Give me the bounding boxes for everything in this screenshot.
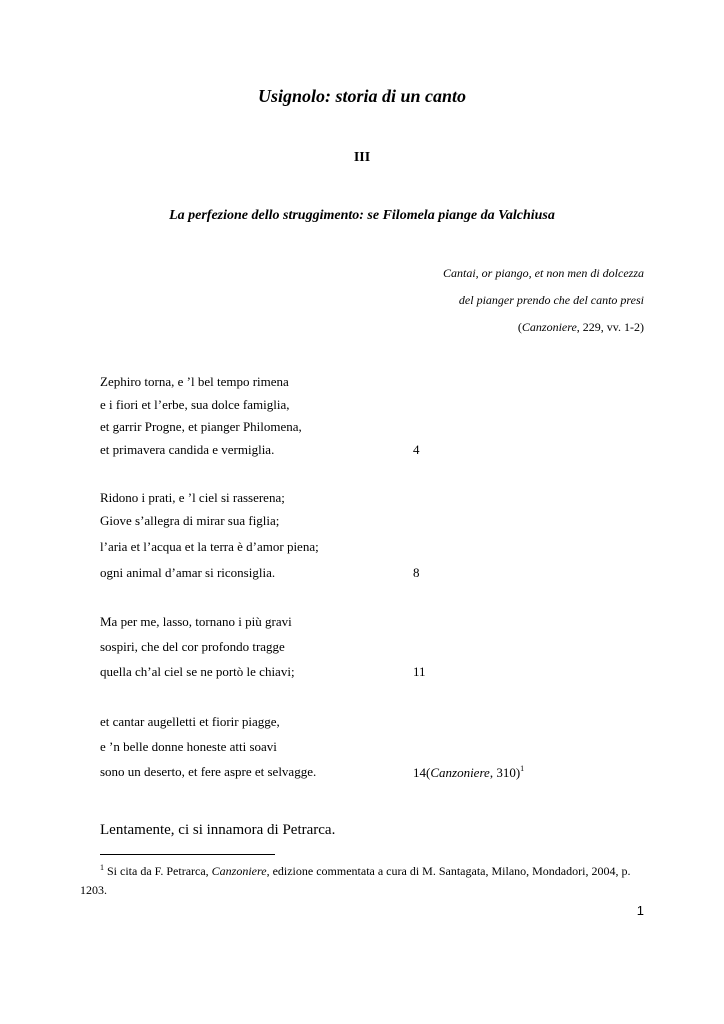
verse-line: l’aria et l’acqua et la terra è d’amor piena; xyxy=(100,539,319,554)
epigraph-citation xyxy=(518,320,644,335)
section-subtitle: La perfezione dello struggimento: se Filomela piange da Valchiusa xyxy=(169,208,555,223)
footnote-marker: 1 xyxy=(100,863,104,872)
line-number-with-citation xyxy=(413,764,524,781)
body-paragraph: Lentamente, ci si innamora di Petrarca. xyxy=(100,822,336,838)
line-number: 11 xyxy=(413,664,426,679)
citation-rest: , 229, vv. 1-2) xyxy=(576,320,644,334)
verse-line: quella ch’al ciel se ne portò le chiavi; xyxy=(100,664,295,679)
line-number: 4 xyxy=(413,442,420,457)
verse-line: sono un deserto, et fere aspre et selvagge. xyxy=(100,764,317,779)
verse-line: Zephiro torna, e ’l bel tempo rimena xyxy=(100,374,289,389)
line-number: 14 xyxy=(413,765,426,780)
verse-line: et cantar augelletti et fiorir piagge, xyxy=(100,714,280,729)
verse-line: Ridono i prati, e ’l ciel si rasserena; xyxy=(100,490,285,505)
verse-line: sospiri, che del cor profondo tragge xyxy=(100,639,285,654)
citation-rest: , 310) xyxy=(489,765,521,780)
footnote xyxy=(80,858,645,900)
page-number: 1 xyxy=(636,903,644,918)
line-number: 8 xyxy=(413,565,420,580)
epigraph-line-2: del pianger prendo che del canto presi xyxy=(458,293,644,307)
citation-open: ( xyxy=(517,320,522,334)
verse-line: ogni animal d’amar si riconsiglia. xyxy=(100,565,276,580)
footnote-work: Canzoniere xyxy=(211,864,267,878)
section-number: III xyxy=(353,150,371,165)
verse-line: et primavera candida e vermiglia. xyxy=(100,442,275,457)
citation-open: ( xyxy=(426,765,431,780)
footnote-separator xyxy=(100,854,275,855)
verse-line: Giove s’allegra di mirar sua figlia; xyxy=(100,513,280,528)
footnote-text-post: , edizione commentata a cura di M. Santagata, Milano, Mondadori, 2004, p. 1203. xyxy=(80,864,631,897)
epigraph-line-1: Cantai, or piango, et non men di dolcezza xyxy=(443,266,644,280)
citation-work: Canzoniere xyxy=(430,765,490,780)
verse-line: e ’n belle donne honeste atti soavi xyxy=(100,739,277,754)
verse-line: Ma per me, lasso, tornano i più gravi xyxy=(100,614,292,629)
citation-work: Canzoniere xyxy=(521,320,577,334)
verse-line: et garrir Progne, et pianger Philomena, xyxy=(100,419,302,434)
document-title: Usignolo: storia di un canto xyxy=(257,86,467,106)
footnote-reference[interactable]: 1 xyxy=(520,764,525,773)
verse-line: e i fiori et l’erbe, sua dolce famiglia, xyxy=(100,397,290,412)
footnote-text-pre: Si cita da F. Petrarca, xyxy=(104,864,212,878)
